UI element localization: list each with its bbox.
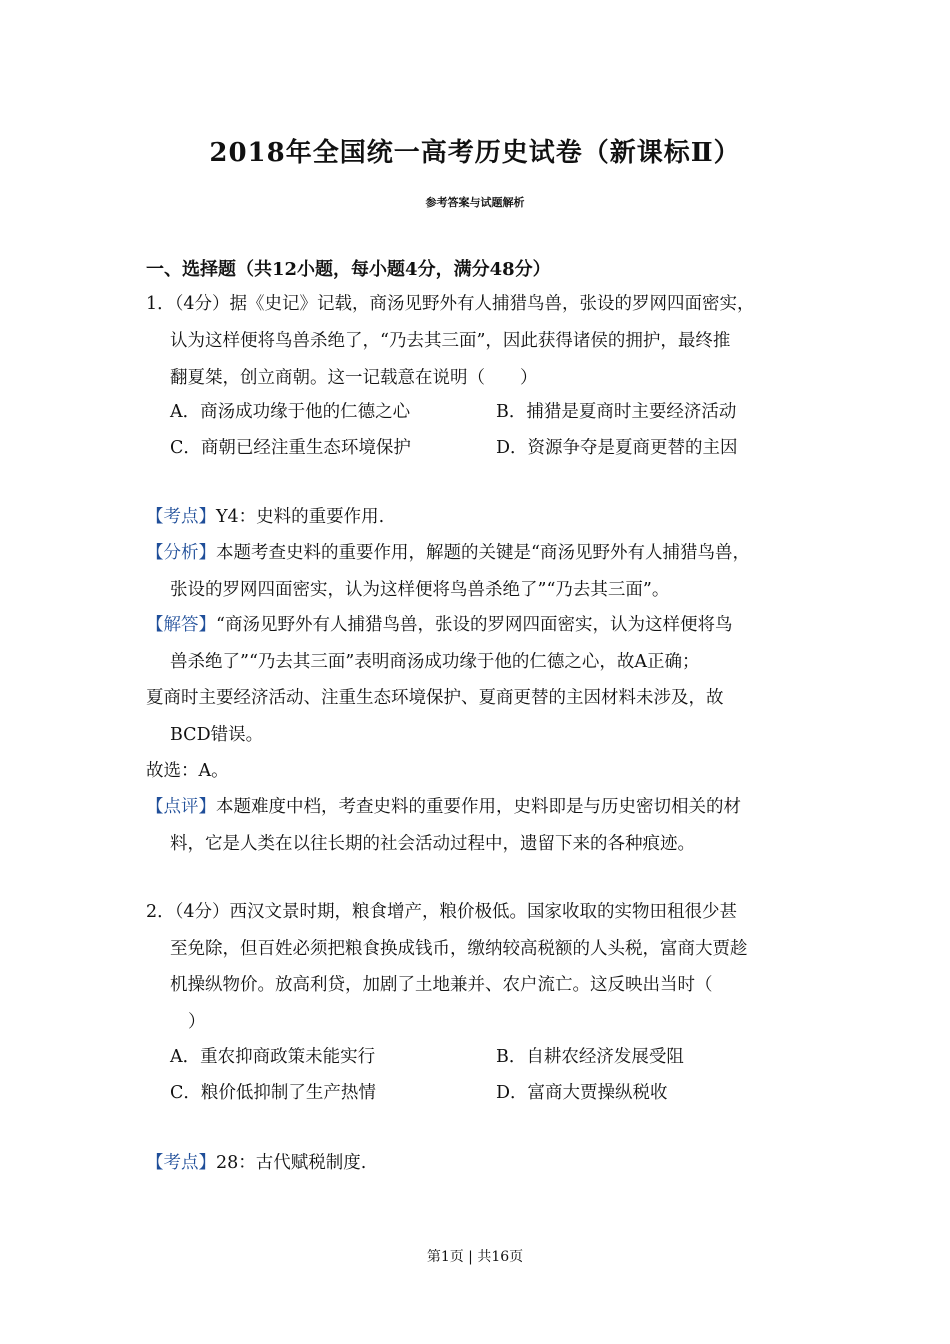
- q1-stem-line-2: 认为这样便将鸟兽杀绝了，“乃去其三面”，因此获得诸侯的拥护，最终推: [170, 331, 731, 351]
- q1-jieda-line-4: BCD错误。: [170, 725, 264, 745]
- q1-jieda-line-2: 兽杀绝了”“乃去其三面”表明商汤成功缘于他的仁德之心，故A正确；: [170, 652, 700, 672]
- page-title: 2018年全国统一高考历史试卷（新课标Ⅱ）: [209, 138, 741, 168]
- q2-option-c: C．粮价低抑制了生产热情: [170, 1083, 376, 1103]
- q2-option-d: D．富商大贾操纵税收: [496, 1083, 668, 1103]
- q1-stem-line-1: 1．（4分）据《史记》记载，商汤见野外有人捕猎鸟兽，张设的罗网四面密实，: [146, 294, 755, 314]
- q1-fenxi: [146, 541, 750, 565]
- q1-option-b: B．捕猎是夏商时主要经济活动: [496, 402, 737, 422]
- fenxi-tag: 【分析】: [146, 543, 216, 563]
- q2-option-b: B．自耕农经济发展受阻: [496, 1047, 684, 1067]
- q1-stem-line-3: 翻夏桀，创立商朝。这一记载意在说明（ ）: [170, 368, 538, 388]
- q2-stem-line-3: 机操纵物价。放高利贷，加剧了土地兼并、农户流亡。这反映出当时（: [170, 975, 713, 995]
- q1-answer: 故选：A。: [146, 761, 229, 781]
- kaodian-text: Y4：史料的重要作用.: [216, 507, 385, 527]
- dianping-tag: 【点评】: [146, 797, 216, 817]
- page-subtitle: 参考答案与试题解析: [425, 196, 525, 209]
- page-footer: 第1页 | 共16页: [426, 1249, 524, 1265]
- section-heading: 一、选择题（共12小题，每小题4分，满分48分）: [146, 259, 551, 280]
- q1-option-c: C．商朝已经注重生态环境保护: [170, 438, 411, 458]
- q1-jieda-line-3: 夏商时主要经济活动、注重生态环境保护、夏商更替的主因材料未涉及，故: [146, 688, 724, 708]
- kaodian-text: 28：古代赋税制度.: [216, 1153, 367, 1173]
- q2-kaodian: [146, 1151, 366, 1175]
- q2-option-a: A．重农抑商政策未能实行: [170, 1047, 376, 1067]
- q2-stem-line-2: 至免除，但百姓必须把粮食换成钱币，缴纳较高税额的人头税，富商大贾趁: [170, 939, 748, 959]
- fenxi-text-1: 本题考查史料的重要作用，解题的关键是“商汤见野外有人捕猎鸟兽，: [216, 543, 750, 563]
- q1-fenxi-line-2: 张设的罗网四面密实，认为这样便将鸟兽杀绝了”“乃去其三面”。: [170, 580, 670, 600]
- dianping-text-1: 本题难度中档，考查史料的重要作用，史料即是与历史密切相关的材: [216, 797, 741, 817]
- q1-jieda: [146, 613, 732, 637]
- jieda-text-1: “商汤见野外有人捕猎鸟兽，张设的罗网四面密实，认为这样便将鸟: [216, 615, 733, 635]
- q2-stem-line-4: ）: [188, 1012, 206, 1032]
- q1-kaodian: [146, 505, 384, 529]
- q1-option-d: D．资源争夺是夏商更替的主因: [496, 438, 738, 458]
- kaodian-tag: 【考点】: [146, 507, 216, 527]
- q1-option-a: A．商汤成功缘于他的仁德之心: [170, 402, 411, 422]
- q2-stem-line-1: 2．（4分）西汉文景时期，粮食增产，粮价极低。国家收取的实物田租很少甚: [146, 902, 738, 922]
- q1-dianping: [146, 795, 741, 819]
- jieda-tag: 【解答】: [146, 615, 216, 635]
- kaodian-tag: 【考点】: [146, 1153, 216, 1173]
- q1-dianping-line-2: 料，它是人类在以往长期的社会活动过程中，遗留下来的各种痕迹。: [170, 834, 695, 854]
